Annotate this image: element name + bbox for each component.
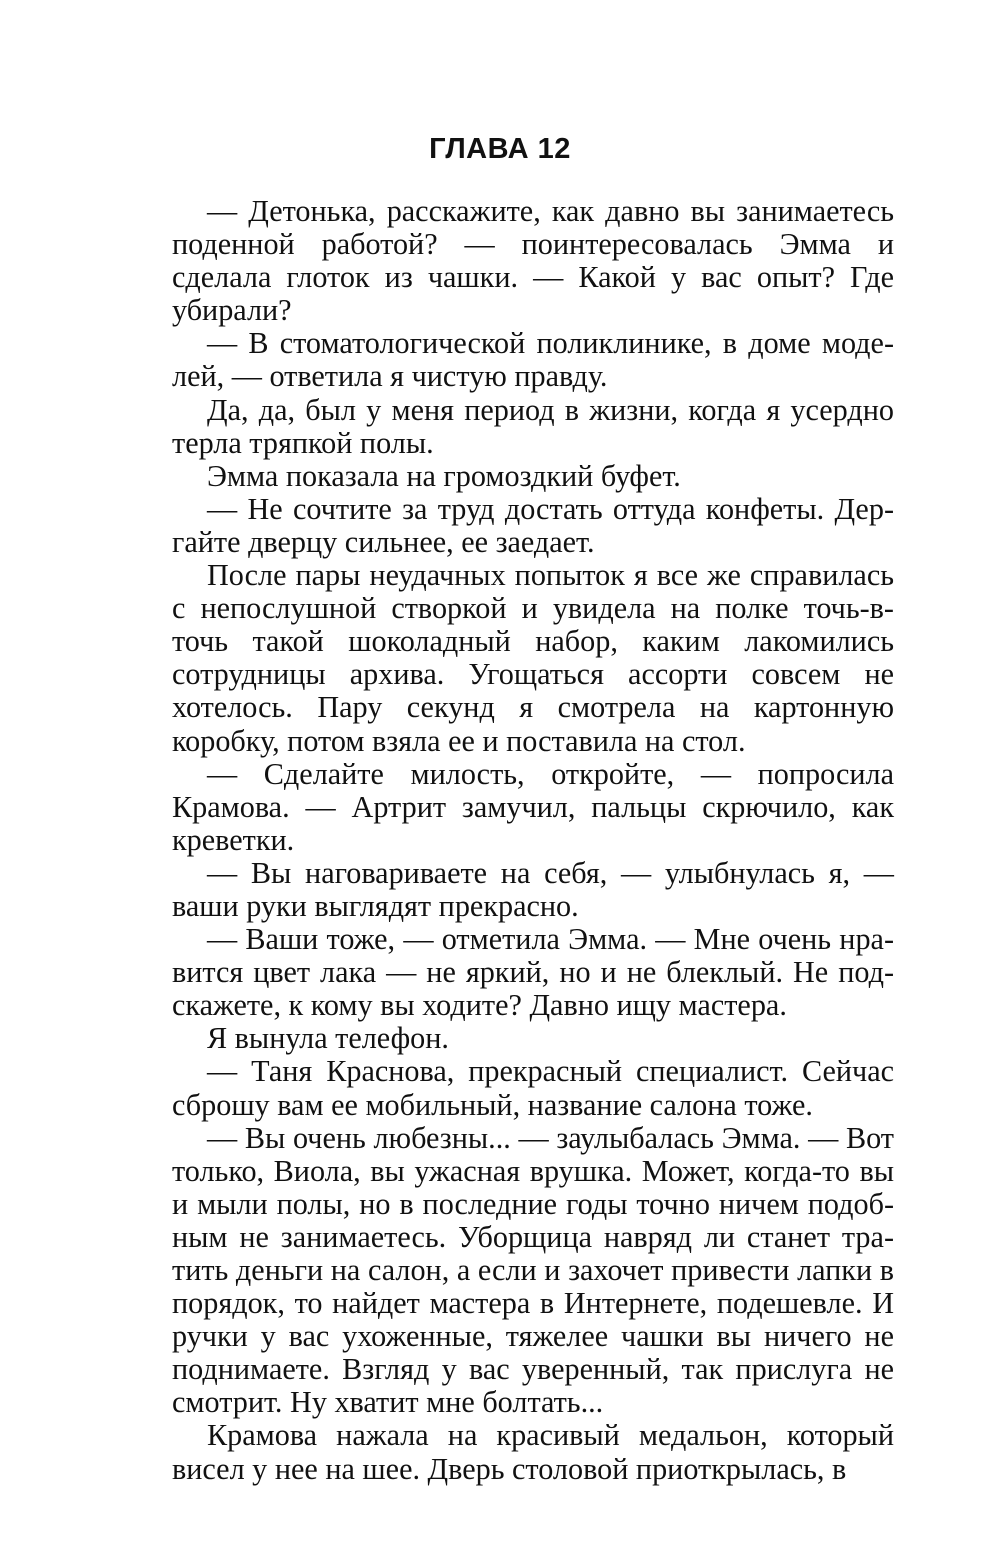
paragraph: После пары неудачных попыток я все же справилась с непослушной створкой и увидела на полке точь-в-точь такой шоколадный набор, каким лакомились сотрудницы архива. Угощаться ассорти совсем не хотелось. Пару секунд я смотрела на картонную коробку, потом взяла ее и поставила на стол. [172,558,894,758]
chapter-body [172,195,894,1486]
paragraph: — Вы наговариваете на себя, — улыбнулась я, — ваши руки выглядят прекрасно. [172,855,894,923]
chapter-title: ГЛАВА 12 [429,133,571,165]
paragraph: — Детонька, расскажите, как давно вы занимаетесь поденной работой? — поинтересовалась Эмма и сделала глоток из чашки. — Какой у вас опыт? Где убирали? [172,194,894,328]
paragraph: — Вы очень любезны... — заулыбалась Эмма. — Вот только, Виола, вы ужасная врушка. Может, когда-то вы и мыли полы, но в последние годы точно ничем подобным не занимаетесь. Уборщица навряд ли станет тратить деньги на салон, а если и захочет привести лапки в порядок, то найдет мастера в Интернете, подешевле. И ручки у вас ухоженные, тяжелее чашки вы ничего не поднимаете. Взгляд у вас уверенный, так прислуга не смотрит. Ну хватит мне болтать... [172,1120,894,1420]
paragraph: Я вынула телефон. [207,1021,449,1056]
paragraph: — Ваши тоже, — отметила Эмма. — Мне очень нравится цвет лака — не яркий, но и не блеклый. Не подскажете, к кому вы ходите? Давно ищу мастера. [172,922,894,1023]
paragraph: — Таня Краснова, прекрасный специалист. Сейчас сброшу вам ее мобильный, название салона тоже. [172,1054,894,1122]
paragraph: Эмма показала на громоздкий буфет. [207,458,681,493]
paragraph: Да, да, был у меня период в жизни, когда я усердно терла тряпкой полы. [172,392,894,460]
paragraph: — Не сочтите за труд достать оттуда конфеты. Дергайте дверцу сильнее, ее заедает. [172,491,894,559]
paragraph: — Сделайте милость, откройте, — попросила Крамова. — Артрит замучил, пальцы скрючило, как креветки. [172,756,894,857]
paragraph: — В стоматологической поликлинике, в доме моделей, — ответила я чистую правду. [172,326,894,394]
paragraph: Крамова нажала на красивый медальон, который висел у нее на шее. Дверь столовой приоткрылась, в [172,1418,894,1486]
